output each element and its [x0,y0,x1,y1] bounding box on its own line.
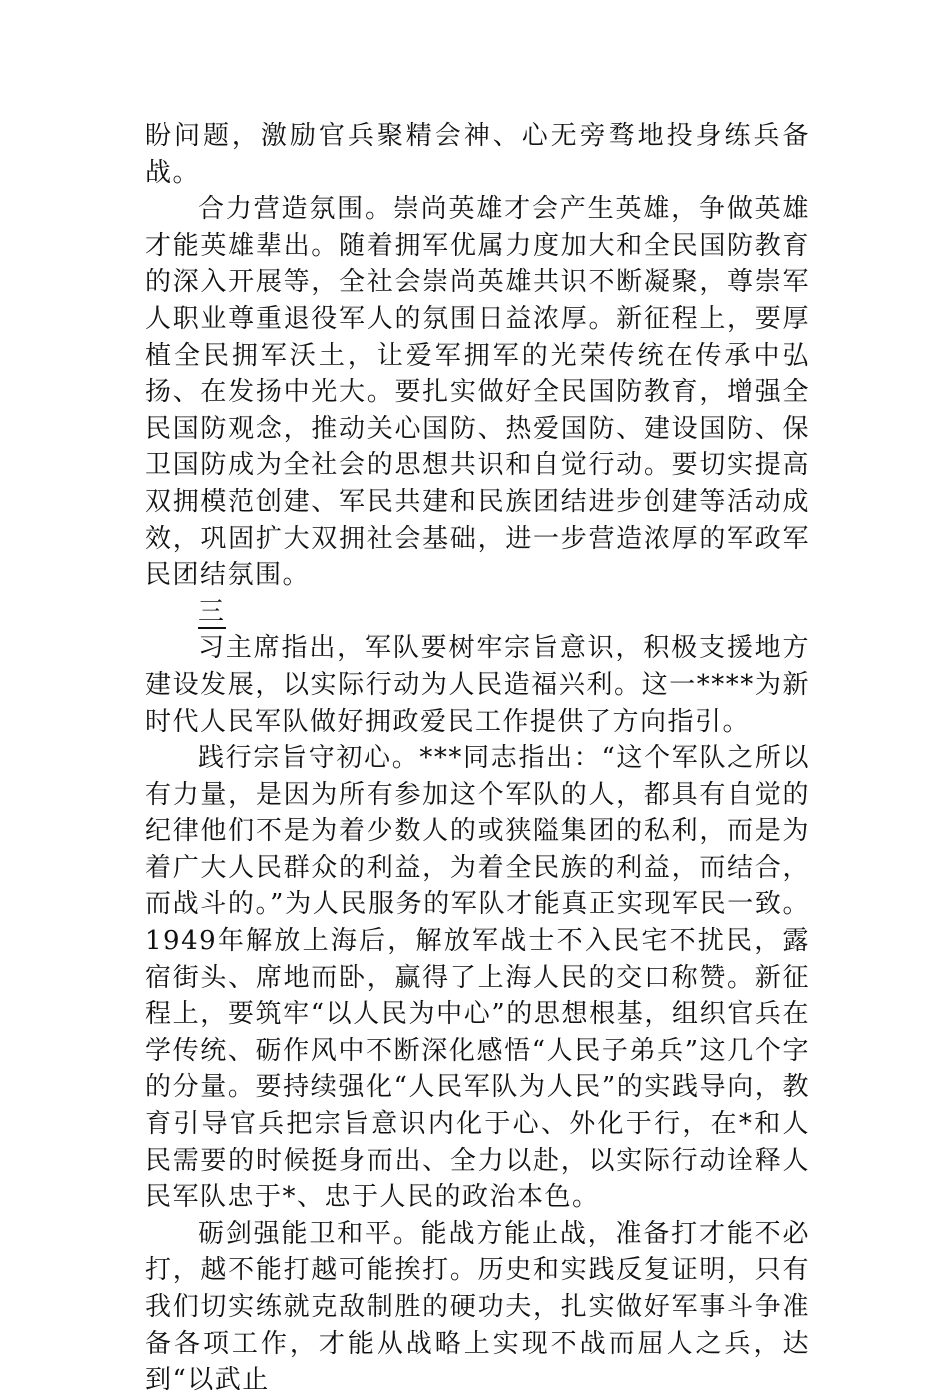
paragraph-continuation: 盼问题，激励官兵聚精会神、心无旁骛地投身练兵备战。 [145,121,810,188]
paragraph-sword: 砺剑强能卫和平。能战方能止战，准备打才能不必打，越不能打越可能挨打。历史和实践反复证明，只有我们切实练就克敌制胜的硬功夫，扎实做好军事斗争准备各项工作，才能从战略上实现不战而屈人之兵，达到“以武止 [145,1218,810,1396]
paragraph-atmosphere: 合力营造氛围。崇尚英雄才会产生英雄，争做英雄才能英雄辈出。随着拥军优属力度加大和全民国防教育的深入开展等，全社会崇尚英雄共识不断凝聚，尊崇军人职业尊重退役军人的氛围日益浓厚。新征程上，要厚植全民拥军沃土，让爱军拥军的光荣传统在传承中弘扬、在发扬中光大。要扎实做好全民国防教育，增强全民国防观念，推动关心国防、热爱国防、建设国防、保卫国防成为全社会的思想共识和自觉行动。要切实提高双拥模范创建、军民共建和民族团结进步创建等活动成效，巩固扩大双拥社会基础，进一步营造浓厚的军政军民团结氛围。 [145,194,810,591]
paragraph-purpose: 践行宗旨守初心。***同志指出：“这个军队之所以有力量，是因为所有参加这个军队的人，都具有自觉的纪律他们不是为着少数人的或狭隘集团的私利，而是为着广大人民群众的利益，为着全民族的利益，而结合，而战斗的。”为人民服务的军队才能真正实现军民一致。1949年解放上海后，解放军战士不入民宅不扰民，露宿街头、席地而卧，赢得了上海人民的交口称赞。新征程上，要筑牢“以人民为中心”的思想根基，组织官兵在学传统、砺作风中不断深化感悟“人民子弟兵”这几个字的分量。要持续强化“人民军队为人民”的实践导向，教育引导官兵把宗旨意识内化于心、外化于行，在*和人民需要的时候挺身而出、全力以赴，以实际行动诠释人民军队忠于*、忠于人民的政治本色。 [145,743,810,1213]
section-numeral-text: 三 [198,596,226,627]
document-body [145,118,810,1399]
section-heading [145,594,810,631]
paragraph-intro: 习主席指出，军队要树牢宗旨意识，积极支援地方建设发展，以实际行动为人民造福兴利。这一****为新时代人民军队做好拥政爱民工作提供了方向指引。 [145,633,810,737]
